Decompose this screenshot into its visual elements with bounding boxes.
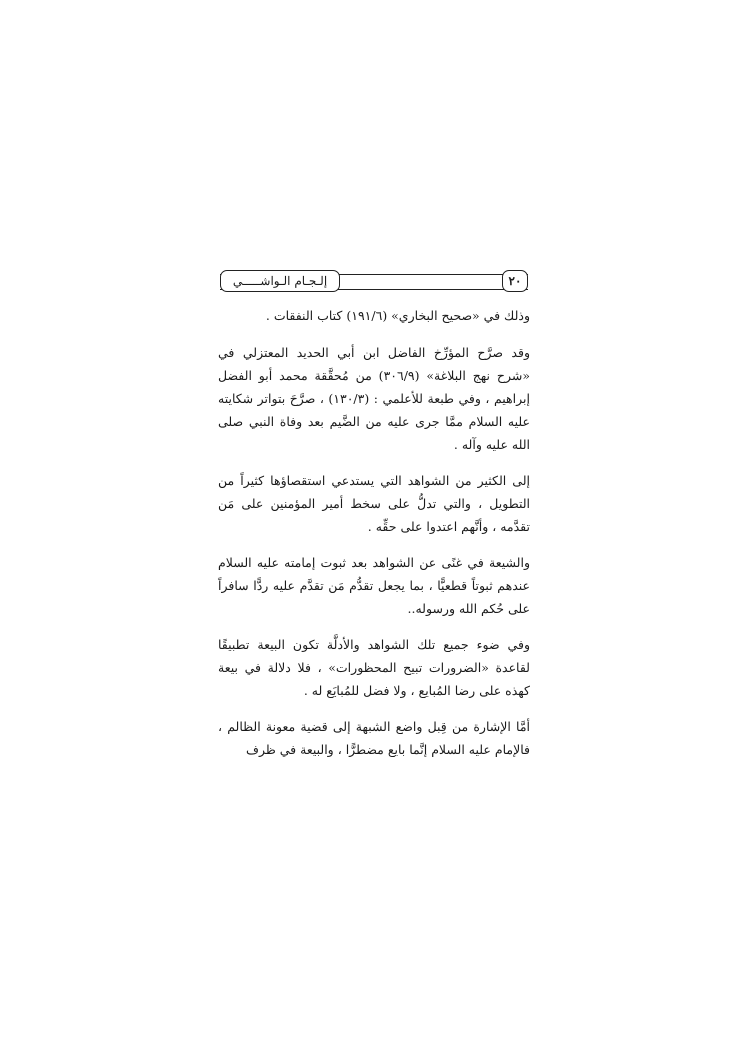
paragraph-5: وفي ضوء جميع تلك الشواهد والأدلَّة تكون البيعة تطبيقًا لقاعدة «الضرورات تبيح المحظورات» ، فلا دلالة في بيعة كهذه على رضا المُبايع ، ولا فضل للمُبايَع له . — [218, 637, 530, 698]
paragraph-3: إلى الكثير من الشواهد التي يستدعي استقصاؤها كثيراً من التطويل ، والتي تدلُّ على سخط أمير المؤمنين على مَن تقدَّمه ، وأنَّهم اعتدوا على حقِّه . — [218, 473, 530, 534]
paragraph-4: والشيعة في غنًى عن الشواهد بعد ثبوت إمامته عليه السلام عندهم ثبوتاً قطعيًّا ، بما يجعل تقدُّم مَن تقدَّم عليه ردًّا سافراً على حُكم الله ورسوله.. — [218, 555, 530, 616]
running-header — [220, 270, 528, 292]
page-number: ٢٠ — [502, 270, 528, 292]
paragraph-2: وقد صرَّح المؤرِّخ الفاضل ابن أبي الحديد المعتزلي في «شرح نهج البلاغة» (٣٠٦/٩) من مُحقَّقة محمد أبو الفضل إبراهيم ، وفي طبعة للأعلمي : (١٣٠/٣) ، صرَّحَ بتواتر شكايته عليه السلام ممَّا جرى عليه من الضَّيم بعد وفاة النبي صلى الله عليه وآله . — [218, 345, 530, 452]
paragraph-1: وذلك في «صحيح البخاري» (١٩١/٦) كتاب النفقات . — [265, 308, 530, 323]
page-body — [218, 304, 530, 774]
paragraph-6: أمَّا الإشارة من قِبل واضع الشبهة إلى قضية معونة الظالم ، فالإمام عليه السلام إنَّما بايع مضطرًّا ، والبيعة في ظرف — [218, 719, 530, 757]
book-title: إلـجـام الـواشـــــي — [220, 270, 340, 292]
